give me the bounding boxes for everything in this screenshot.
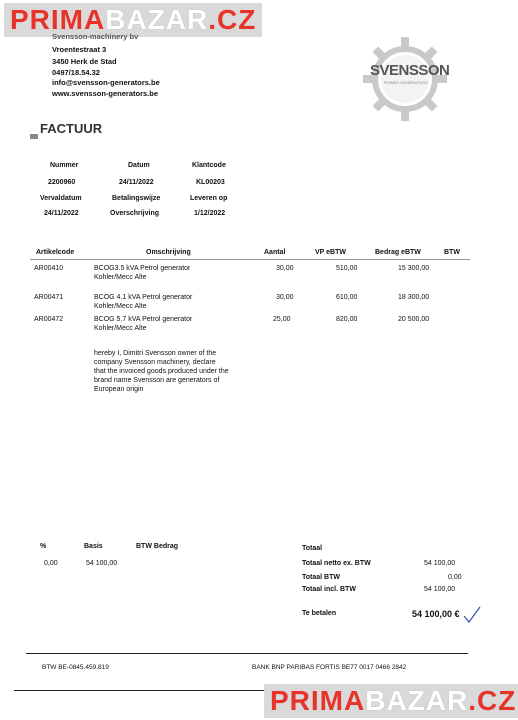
row-qty: 25,00 (273, 316, 291, 323)
row-desc2: Kohler/Mecc Alte (94, 303, 147, 310)
watermark-part1: PRIMA (10, 4, 106, 35)
note-line-5: European origin (94, 386, 144, 393)
checkmark-icon (462, 606, 482, 629)
company-name: Svensson-machinery bv (52, 32, 139, 41)
gear-icon (360, 34, 450, 124)
vat-header-bedrag: BTW Bedrag (136, 543, 178, 550)
footer-bank: BANK BNP PARIBAS FORTIS BE77 0017 0466 2842 (252, 664, 407, 671)
note-line-2: company Svensson machinery, declare (94, 359, 216, 366)
row-price: 820,00 (336, 316, 358, 323)
totals-btw-label: Totaal BTW (302, 574, 340, 581)
totals-netto-label: Totaal netto ex. BTW (302, 560, 371, 567)
company-city: 3450 Herk de Stad (52, 57, 117, 66)
totals-btw-value: 0,00 (448, 574, 462, 581)
th-btw: BTW (444, 249, 460, 256)
logo-tagline: POWER GENERATORS (384, 80, 428, 85)
row-amount: 15 300,00 (398, 265, 430, 272)
totals-netto-value: 54 100,00 (424, 560, 456, 567)
row-desc1: BCOG3.5 kVA Petrol generator (94, 265, 191, 272)
label-nummer: Nummer (50, 162, 79, 169)
row-price: 610,00 (336, 294, 358, 301)
vat-header-basis: Basis (84, 543, 103, 550)
company-phone: 0497/18.54.32 (52, 68, 100, 77)
row-qty: 30,00 (276, 294, 294, 301)
watermark-part1: PRIMA (270, 685, 366, 716)
th-bedrag-ebtw: Bedrag eBTW (375, 249, 421, 256)
vat-basis-value: 54 100,00 (86, 560, 118, 567)
label-datum: Datum (128, 162, 150, 169)
watermark-part2: BAZAR (365, 685, 469, 716)
footer-top-line (26, 653, 468, 654)
row-amount: 18 300,00 (398, 294, 430, 301)
label-vervaldatum: Vervaldatum (40, 195, 82, 202)
row-desc2: Kohler/Mecc Alte (94, 325, 147, 332)
row-qty: 30,00 (276, 265, 294, 272)
company-email: info@svensson-generators.be (52, 78, 160, 87)
value-klantcode: KL00203 (196, 179, 225, 186)
row-desc1: BCOG 4.1 kVA Petrol generator (94, 294, 193, 301)
watermark-part3: .CZ (208, 4, 257, 35)
totals-incl-label: Totaal incl. BTW (302, 586, 356, 593)
value-leveren-op: 1/12/2022 (194, 210, 226, 217)
row-code: AR00471 (34, 294, 64, 301)
note-line-1: hereby I, Dimitri Svensson owner of the (94, 350, 217, 357)
value-vervaldatum: 24/11/2022 (44, 210, 79, 217)
th-artikelcode: Artikelcode (36, 249, 75, 256)
label-betalingswijze: Betalingswijze (112, 195, 161, 202)
totals-pay-label: Te betalen (302, 610, 337, 617)
label-leveren-op: Leveren op (190, 195, 228, 202)
value-nummer: 2200960 (48, 179, 76, 186)
note-line-4: brand name Svensson are generators of (94, 377, 220, 384)
note-line-3: that the invoiced goods produced under the (94, 368, 229, 375)
row-desc2: Kohler/Mecc Alte (94, 274, 147, 281)
label-klantcode: Klantcode (192, 162, 226, 169)
document-title: FACTUUR (40, 121, 103, 136)
watermark-bottom (264, 684, 518, 718)
row-code: AR00472 (34, 316, 64, 323)
th-vp-ebtw: VP eBTW (315, 249, 346, 256)
th-omschrijving: Omschrijving (146, 249, 191, 256)
company-web: www.svensson-generators.be (52, 89, 159, 98)
row-amount: 20 500,00 (398, 316, 430, 323)
logo-text: SVENSSON (370, 62, 450, 79)
footer-vat-number: BTW BE-0845.459.819 (42, 664, 109, 671)
totals-pay-value: 54 100,00 € (412, 609, 460, 619)
row-desc1: BCOG 5.7 kVA Petrol generator (94, 316, 193, 323)
value-datum: 24/11/2022 (119, 179, 154, 186)
totals-incl-value: 54 100,00 (424, 586, 456, 593)
th-aantal: Aantal (264, 249, 286, 256)
table-header-line (30, 259, 470, 260)
totals-title: Totaal (302, 545, 323, 552)
value-betalingswijze: Overschrijving (110, 210, 160, 217)
vat-percent-value: 0,00 (44, 560, 58, 567)
vat-header-percent: % (40, 543, 47, 550)
footer-bottom-line (14, 690, 274, 691)
company-logo (360, 34, 450, 124)
company-street: Vroentestraat 3 (52, 45, 107, 54)
row-price: 510,00 (336, 265, 358, 272)
watermark-part2: BAZAR (105, 4, 209, 35)
title-mark (30, 134, 38, 139)
row-code: AR00410 (34, 265, 64, 272)
watermark-part3: .CZ (468, 685, 517, 716)
